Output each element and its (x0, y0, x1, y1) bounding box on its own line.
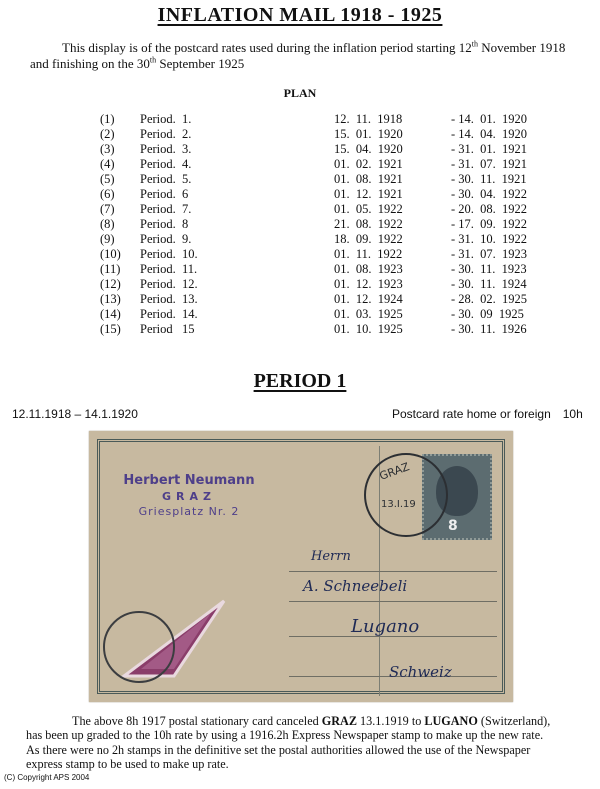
rate-label: Postcard rate home or foreign (392, 407, 551, 421)
plan-row-number: (6) (100, 187, 115, 201)
plan-row-end: - 30. 04. 1922 (451, 187, 528, 201)
plan-heading: PLAN (283, 86, 317, 100)
plan-row (0, 112, 600, 127)
plan-row (0, 277, 600, 292)
plan-row-start: 01. 11. 1922 (334, 247, 403, 261)
plan-row-number: (13) (100, 292, 121, 306)
plan-row-start: 18. 09. 1922 (334, 232, 403, 246)
plan-row-end: - 30. 11. 1923 (451, 262, 527, 276)
plan-row-end: - 31. 07. 1923 (451, 247, 528, 261)
plan-row-end: - 30. 11. 1921 (451, 172, 527, 186)
address-line-3: Lugano (351, 616, 420, 637)
plan-row-period: Period. 6 (140, 187, 189, 201)
postcard-image (89, 431, 513, 702)
plan-row (0, 262, 600, 277)
postmark-circle-2 (103, 611, 175, 683)
page-title: INFLATION MAIL 1918 - 1925 (157, 4, 443, 26)
plan-row-end: - 31. 07. 1921 (451, 157, 528, 171)
plan-row-period: Period. 13. (140, 292, 198, 306)
plan-row-period: Period. 8 (140, 217, 189, 231)
plan-row-period: Period. 11. (140, 262, 198, 276)
plan-row (0, 157, 600, 172)
plan-row-start: 21. 08. 1922 (334, 217, 403, 231)
plan-row (0, 127, 600, 142)
copyright: (C) Copyright APS 2004 (4, 773, 90, 782)
plan-row-end: - 30. 11. 1926 (451, 322, 527, 336)
plan-row-start: 01. 12. 1924 (334, 292, 403, 306)
plan-row-start: 01. 08. 1923 (334, 262, 403, 276)
plan-row-number: (1) (100, 112, 115, 126)
plan-row-number: (4) (100, 157, 115, 171)
plan-row-start: 01. 12. 1923 (334, 277, 403, 291)
plan-row-end: - 14. 04. 1920 (451, 127, 528, 141)
plan-row-period: Period 15 (140, 322, 195, 336)
plan-row-number: (2) (100, 127, 115, 141)
plan-row-start: 01. 08. 1921 (334, 172, 403, 186)
plan-row-start: 01. 10. 1925 (334, 322, 403, 336)
plan-row-period: Period. 9. (140, 232, 192, 246)
address-line (289, 571, 497, 572)
plan-row (0, 307, 600, 322)
plan-row (0, 292, 600, 307)
postmark-date: 13.I.19 (381, 499, 416, 510)
address-line (289, 601, 497, 602)
description: The above 8h 1917 postal stationary card canceled GRAZ 13.1.1919 to LUGANO (Switzerland), has been up graded to the 10h rate by using a 1916.2h Express Newspaper stamp to make up the new rate. As there were no 2h stamps in the definitive set the postal authorities allowed the use of the Newspaper express stamp to be used to make up rate. (26, 714, 551, 771)
rate-value: 10h (562, 407, 583, 421)
plan-row-end: - 17. 09. 1922 (451, 217, 528, 231)
sender-street: Griesplatz Nr. 2 (138, 505, 240, 518)
plan-row-period: Period. 10. (140, 247, 198, 261)
plan-row (0, 172, 600, 187)
postmark-town: GRAZ (377, 460, 412, 483)
plan-row-start: 15. 01. 1920 (334, 127, 403, 141)
plan-row-number: (9) (100, 232, 115, 246)
plan-row-period: Period. 5. (140, 172, 192, 186)
plan-row-start: 01. 12. 1921 (334, 187, 403, 201)
stamp-value: 8 (448, 518, 458, 534)
plan-row-period: Period. 7. (140, 202, 192, 216)
plan-row-number: (8) (100, 217, 115, 231)
address-line-4: Schweiz (389, 663, 452, 681)
plan-row (0, 217, 600, 232)
plan-row-period: Period. 14. (140, 307, 198, 321)
plan-row-period: Period. 4. (140, 157, 192, 171)
plan-row-number: (14) (100, 307, 121, 321)
plan-row-number: (11) (100, 262, 121, 276)
plan-row-number: (12) (100, 277, 121, 291)
plan-row-start: 01. 02. 1921 (334, 157, 403, 171)
plan-row (0, 247, 600, 262)
plan-row-number: (3) (100, 142, 115, 156)
period-dates: 12.11.1918 – 14.1.1920 (12, 407, 138, 421)
plan-row-period: Period. 1. (140, 112, 192, 126)
plan-row-start: 01. 03. 1925 (334, 307, 403, 321)
plan-row-end: - 30. 11. 1924 (451, 277, 527, 291)
plan-row-number: (5) (100, 172, 115, 186)
sender-name: Herbert Neumann (123, 473, 255, 488)
plan-row (0, 202, 600, 217)
plan-row-end: - 28. 02. 1925 (451, 292, 528, 306)
plan-row-number: (7) (100, 202, 115, 216)
plan-row (0, 187, 600, 202)
plan-row-start: 15. 04. 1920 (334, 142, 403, 156)
plan-row-number: (15) (100, 322, 121, 336)
period-title: PERIOD 1 (253, 370, 347, 392)
plan-row-end: - 20. 08. 1922 (451, 202, 528, 216)
plan-row-period: Period. 2. (140, 127, 192, 141)
address-line-1: Herrn (311, 549, 351, 564)
sender-stamp (119, 473, 259, 518)
plan-row (0, 232, 600, 247)
rate-info (392, 407, 583, 421)
plan-row-period: Period. 3. (140, 142, 192, 156)
sender-city: GRAZ (162, 490, 216, 503)
plan-row-end: - 14. 01. 1920 (451, 112, 528, 126)
intro-text: This display is of the postcard rates used during the inflation period starting 12th November 1918 and finishing on the 30th September 1925 (30, 39, 566, 71)
plan-row-period: Period. 12. (140, 277, 198, 291)
plan-row (0, 322, 600, 337)
plan-row (0, 142, 600, 157)
plan-row-end: - 30. 09 1925 (451, 307, 524, 321)
plan-row-start: 12. 11. 1918 (334, 112, 403, 126)
plan-row-end: - 31. 10. 1922 (451, 232, 528, 246)
plan-row-number: (10) (100, 247, 121, 261)
plan-table (0, 112, 600, 337)
address-line-2: A. Schneebeli (303, 577, 408, 595)
plan-row-start: 01. 05. 1922 (334, 202, 403, 216)
plan-row-end: - 31. 01. 1921 (451, 142, 528, 156)
